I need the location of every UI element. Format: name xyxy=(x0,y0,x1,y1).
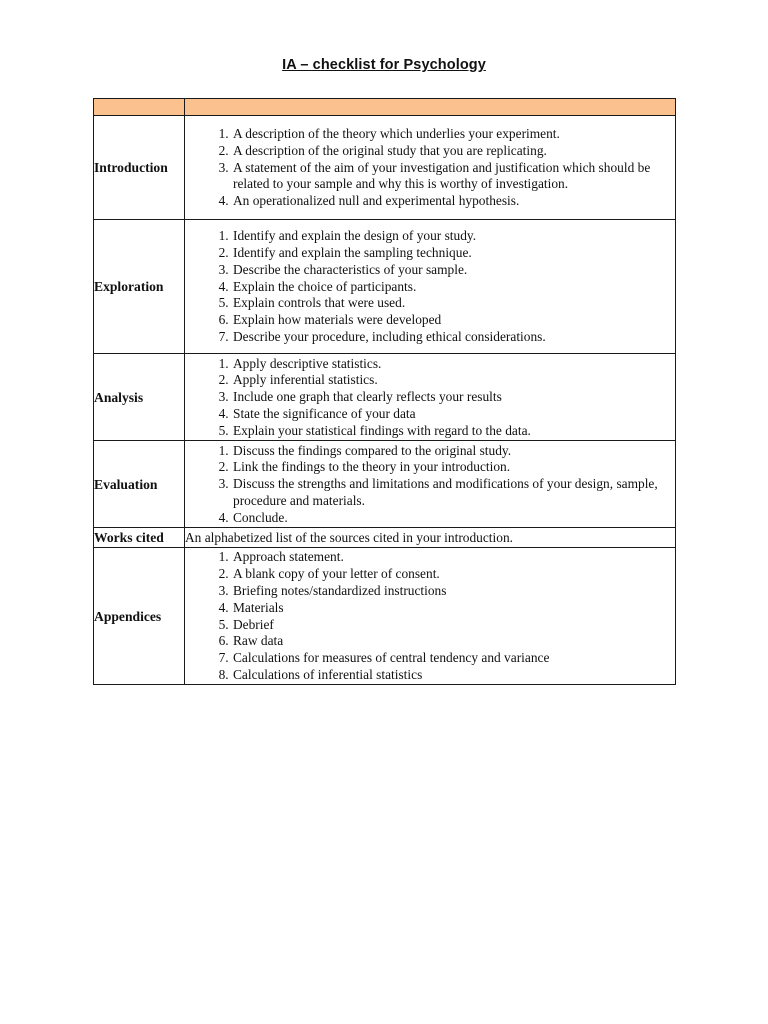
list-item: 6. Explain how materials were developed xyxy=(232,312,675,329)
list-item: 3. Discuss the strengths and limitations and modifications of your design, sample, procedure and materials. xyxy=(232,476,675,510)
section-items-cell-analysis xyxy=(185,354,676,441)
table-row-works-cited xyxy=(94,528,676,548)
list-item: 7. Describe your procedure, including ethical considerations. xyxy=(232,329,675,346)
list-item: 1. Approach statement. xyxy=(232,549,675,566)
section-label-exploration: Exploration xyxy=(94,220,185,354)
works-cited-text: An alphabetized list of the sources cited in your introduction. xyxy=(185,528,676,548)
section-label-works-cited: Works cited xyxy=(94,528,185,548)
list-item: 5. Explain controls that were used. xyxy=(232,295,675,312)
list-item: 8. Calculations of inferential statistics xyxy=(232,667,675,684)
list-item: 4. Explain the choice of participants. xyxy=(232,279,675,296)
list-item: 7. Calculations for measures of central tendency and variance xyxy=(232,650,675,667)
section-items-cell-appendices xyxy=(185,548,676,685)
list-item: 4. Materials xyxy=(232,600,675,617)
list-item: 1. Apply descriptive statistics. xyxy=(232,356,675,373)
section-label-appendices: Appendices xyxy=(94,548,185,685)
list-item: 3. A statement of the aim of your investigation and justification which should be related to your sample and why this is worthy of investigation. xyxy=(232,160,675,194)
table-row-analysis xyxy=(94,354,676,441)
section-label-evaluation: Evaluation xyxy=(94,441,185,528)
table-row-appendices xyxy=(94,548,676,685)
table-header-row xyxy=(94,99,676,116)
list-item: 4. Conclude. xyxy=(232,510,675,527)
document-title: IA – checklist for Psychology xyxy=(282,57,486,73)
section-items-introduction xyxy=(185,126,675,210)
list-item: 3. Include one graph that clearly reflects your results xyxy=(232,389,675,406)
list-item: 6. Raw data xyxy=(232,633,675,650)
table-row-introduction xyxy=(94,116,676,220)
list-item: 1. Identify and explain the design of your study. xyxy=(232,228,675,245)
list-item: 3. Describe the characteristics of your sample. xyxy=(232,262,675,279)
section-label-introduction: Introduction xyxy=(94,116,185,220)
header-cell-requirements xyxy=(185,99,676,116)
list-item: 1. A description of the theory which underlies your experiment. xyxy=(232,126,675,143)
list-item: 2. Identify and explain the sampling technique. xyxy=(232,245,675,262)
header-cell-section xyxy=(94,99,185,116)
section-items-evaluation xyxy=(185,443,675,527)
section-items-cell-evaluation xyxy=(185,441,676,528)
list-item: 2. Apply inferential statistics. xyxy=(232,372,675,389)
list-item: 2. Link the findings to the theory in your introduction. xyxy=(232,459,675,476)
table-row-evaluation xyxy=(94,441,676,528)
section-items-cell-introduction xyxy=(185,116,676,220)
section-items-appendices xyxy=(185,549,675,683)
section-items-analysis xyxy=(185,356,675,440)
section-items-exploration xyxy=(185,228,675,346)
list-item: 3. Briefing notes/standardized instructions xyxy=(232,583,675,600)
list-item: 4. An operationalized null and experimental hypothesis. xyxy=(232,193,675,210)
section-label-analysis: Analysis xyxy=(94,354,185,441)
section-items-cell-exploration xyxy=(185,220,676,354)
list-item: 5. Debrief xyxy=(232,617,675,634)
list-item: 4. State the significance of your data xyxy=(232,406,675,423)
list-item: 2. A blank copy of your letter of consent. xyxy=(232,566,675,583)
list-item: 5. Explain your statistical findings with regard to the data. xyxy=(232,423,675,440)
list-item: 2. A description of the original study that you are replicating. xyxy=(232,143,675,160)
list-item: 1. Discuss the findings compared to the original study. xyxy=(232,443,675,460)
table-row-exploration xyxy=(94,220,676,354)
checklist-table xyxy=(93,98,676,685)
